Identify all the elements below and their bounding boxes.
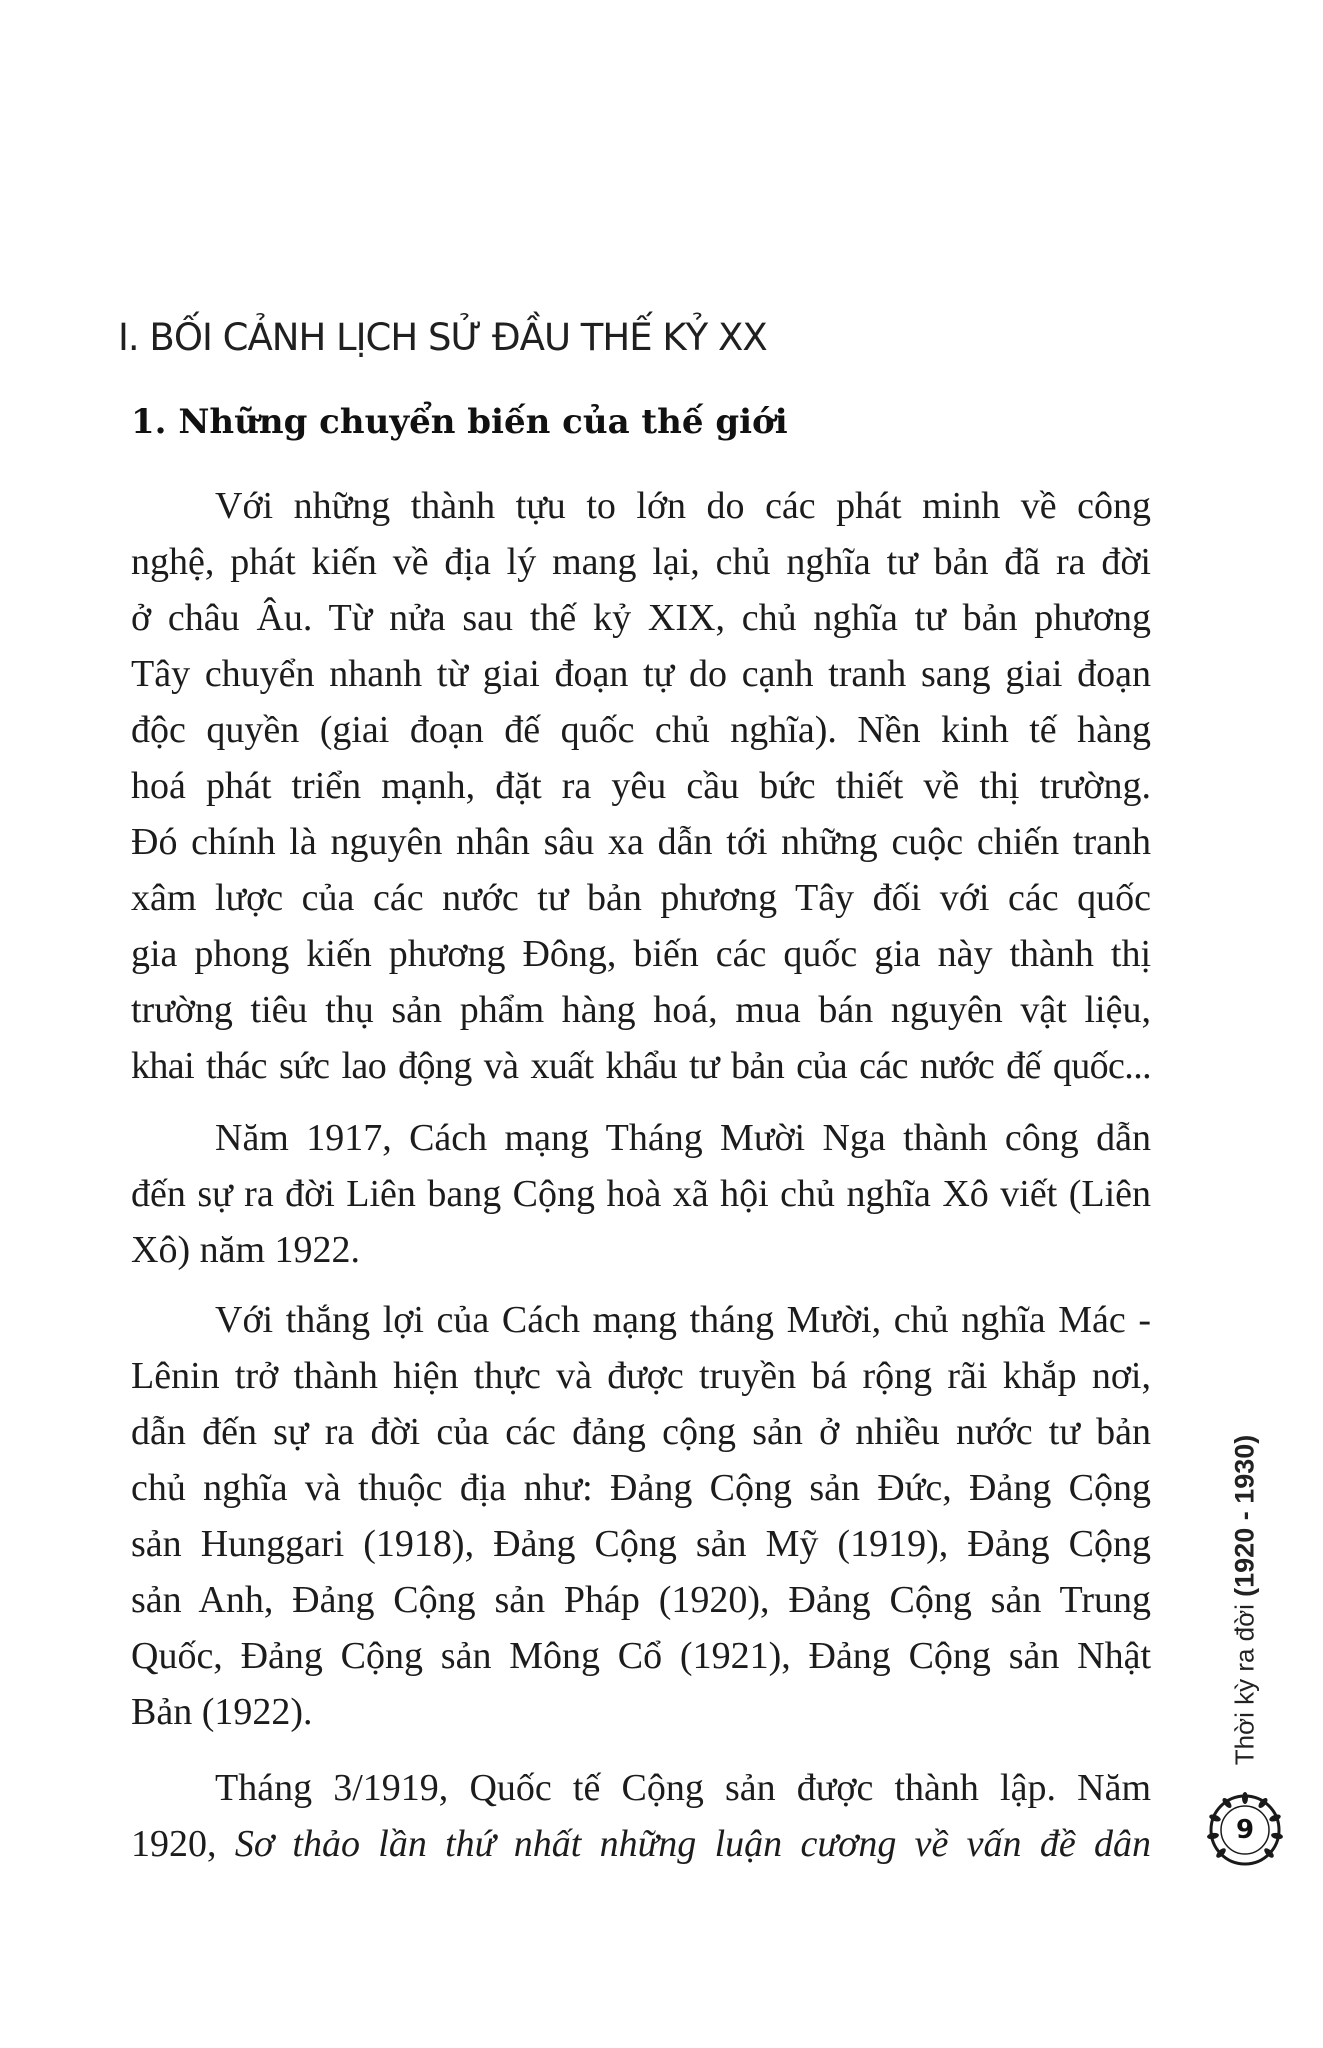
text-line: ở châu Âu. Từ nửa sau thế kỷ XIX, chủ nghĩa tư bản phương [131, 597, 1151, 639]
text-line: Với những thành tựu to lớn do các phát minh về công [215, 485, 1151, 527]
text-line: Quốc, Đảng Cộng sản Mông Cổ (1921), Đảng Cộng sản Nhật [131, 1635, 1151, 1677]
text-line: sản Hunggari (1918), Đảng Cộng sản Mỹ (1919), Đảng Cộng [131, 1523, 1151, 1565]
text-line: Đó chính là nguyên nhân sâu xa dẫn tới những cuộc chiến tranh [131, 821, 1151, 863]
text-line: chủ nghĩa và thuộc địa như: Đảng Cộng sản Đức, Đảng Cộng [131, 1467, 1151, 1509]
text-line: Năm 1917, Cách mạng Tháng Mười Nga thành công dẫn [215, 1117, 1151, 1159]
paragraph-communist-parties [131, 1292, 1151, 1740]
chapter-title: Thời kỳ ra đời [1229, 1596, 1260, 1766]
text-line: dẫn đến sự ra đời của các đảng cộng sản ở nhiều nước tư bản [131, 1411, 1151, 1453]
text-line: hoá phát triển mạnh, đặt ra yêu cầu bức thiết về thị trường. [131, 765, 1151, 807]
chapter-side-tab [1210, 1360, 1280, 1840]
text-line: xâm lược của các nước tư bản phương Tây đối với các quốc [131, 877, 1151, 919]
text-line: đến sự ra đời Liên bang Cộng hoà xã hội chủ nghĩa Xô viết (Liên [131, 1173, 1151, 1215]
text-line: trường tiêu thụ sản phẩm hàng hoá, mua bán nguyên vật liệu, [131, 989, 1151, 1031]
text-line: khai thác sức lao động và xuất khẩu tư bản của các nước đế quốc... [131, 1045, 1151, 1087]
paragraph-world-changes [131, 478, 1151, 1094]
text-line: độc quyền (giai đoạn đế quốc chủ nghĩa). Nền kinh tế hàng [131, 709, 1151, 751]
page-number-badge [1205, 1790, 1285, 1870]
italic-title: Sơ thảo lần thứ nhất những luận cương về vấn đề dân [234, 1823, 1152, 1865]
text-line: sản Anh, Đảng Cộng sản Pháp (1920), Đảng Cộng sản Trung [131, 1579, 1151, 1621]
paragraph-comintern [131, 1760, 1151, 1872]
text-line: gia phong kiến phương Đông, biến các quốc gia này thành thị [131, 933, 1151, 975]
text-line: Lênin trở thành hiện thực và được truyền bá rộng rãi khắp nơi, [131, 1355, 1151, 1397]
subsection-heading: 1. Những chuyển biến của thế giới [131, 402, 788, 442]
chapter-years: (1920 - 1930) [1229, 1434, 1260, 1597]
text-line: Bản (1922). [131, 1691, 313, 1733]
paragraph-october-revolution [131, 1110, 1151, 1278]
text-line [131, 1816, 1151, 1872]
text-line: Tháng 3/1919, Quốc tế Cộng sản được thành lập. Năm [215, 1767, 1151, 1809]
text-line: nghệ, phát kiến về địa lý mang lại, chủ nghĩa tư bản đã ra đời [131, 541, 1151, 583]
text-line: Tây chuyển nhanh từ giai đoạn tự do cạnh tranh sang giai đoạn [131, 653, 1151, 695]
page-number: 9 [1235, 1815, 1255, 1845]
text-line: Với thắng lợi của Cách mạng tháng Mười, chủ nghĩa Mác - [215, 1299, 1151, 1341]
text-run: 1920, [131, 1823, 235, 1865]
chapter-side-label [1230, 1435, 1261, 1766]
text-line: Xô) năm 1922. [131, 1229, 361, 1271]
section-heading: I. BỐI CẢNH LỊCH SỬ ĐẦU THẾ KỶ XX [118, 316, 767, 359]
